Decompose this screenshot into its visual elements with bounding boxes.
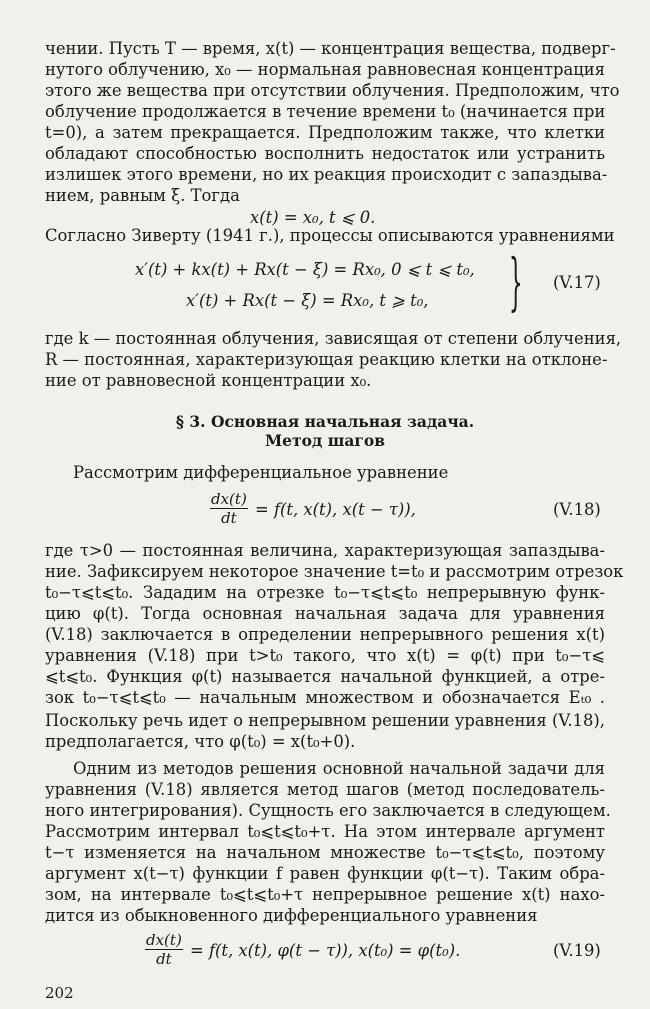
text-line: уравнения (V.18) при t>t₀ такого, что x(t) = φ(t) при t₀−τ⩽ bbox=[45, 646, 605, 665]
section-heading: § 3. Основная начальная задача. bbox=[175, 412, 475, 431]
fraction-denominator: dt bbox=[221, 509, 237, 527]
equation-v17-line-1: x′(t) + kx(t) + Rx(t − ξ) = Rx₀, 0 ⩽ t ⩽ t₀, bbox=[135, 260, 475, 279]
text-line: нием, равным ξ. Тогда bbox=[45, 186, 240, 205]
equation-number-v18: (V.18) bbox=[553, 500, 601, 519]
fraction-numerator: dx(t) bbox=[211, 490, 247, 508]
equation-v19: = f(t, x(t), φ(t − τ)), x(t₀) = φ(t₀). bbox=[190, 941, 461, 960]
text-line: Рассмотрим интервал t₀⩽t⩽t₀+τ. На этом интервале аргумент bbox=[45, 822, 605, 841]
text-line: ⩽t⩽t₀. Функция φ(t) называется начальной функцией, а отре- bbox=[45, 667, 605, 686]
text-line: зок t₀−τ⩽t⩽t₀ — начальным множеством и обозначается Eₜ₀ . bbox=[45, 688, 605, 707]
text-line: цию φ(t). Тогда основная начальная задача для уравнения bbox=[45, 604, 605, 623]
fraction-numerator: dx(t) bbox=[146, 931, 182, 949]
text-line: уравнения (V.18) является метод шагов (метод последователь- bbox=[45, 780, 605, 799]
text-line: дится из обыкновенного дифференциального уравнения bbox=[45, 906, 538, 925]
equation-number-v17: (V.17) bbox=[553, 273, 601, 292]
text-line: t₀−τ⩽t⩽t₀. Зададим на отрезке t₀−τ⩽t⩽t₀ непрерывную функ- bbox=[45, 583, 605, 602]
text-line: аргумент x(t−τ) функции f равен функции φ(t−τ). Таким обра- bbox=[45, 864, 605, 883]
fraction-denominator: dt bbox=[156, 950, 172, 968]
equation-initial-condition: x(t) = x₀, t ⩽ 0. bbox=[250, 208, 376, 227]
text-line: ного интегрирования). Сущность его заключается в следующем. bbox=[45, 801, 611, 820]
text-line: зом, на интервале t₀⩽t⩽t₀+τ непрерывное решение x(t) нахо- bbox=[45, 885, 605, 904]
section-subheading: Метод шагов bbox=[265, 431, 385, 450]
text-line: (V.18) заключается в определении непрерывного решения x(t) bbox=[45, 625, 605, 644]
text-line: t−τ изменяется на начальном множестве t₀−τ⩽t⩽t₀, поэтому bbox=[45, 843, 605, 862]
text-line: Поскольку речь идет о непрерывном решении уравнения (V.18), bbox=[45, 711, 605, 730]
text-line: предполагается, что φ(t₀) = x(t₀+0). bbox=[45, 732, 356, 751]
text-line: где τ>0 — постоянная величина, характеризующая запаздыва- bbox=[45, 541, 605, 560]
text-line: R — постоянная, характеризующая реакцию клетки на отклоне- bbox=[45, 350, 608, 369]
equation-v17-line-2: x′(t) + Rx(t − ξ) = Rx₀, t ⩾ t₀, bbox=[186, 291, 429, 310]
fraction-dx-dt bbox=[145, 931, 183, 968]
equation-number-v19: (V.19) bbox=[553, 941, 601, 960]
text-line: Рассмотрим дифференциальное уравнение bbox=[73, 463, 449, 482]
text-line: чении. Пусть T — время, x(t) — концентрация вещества, подверг- bbox=[45, 39, 616, 58]
text-line: излишек этого времени, но их реакция происходит с запаздыва- bbox=[45, 165, 608, 184]
text-line: ние. Зафиксируем некоторое значение t=t₀ и рассмотрим отрезок bbox=[45, 562, 624, 581]
text-line: обладают способностью восполнить недостаток или устранить bbox=[45, 144, 605, 163]
text-line: Одним из методов решения основной начальной задачи для bbox=[73, 759, 605, 778]
text-line: ние от равновесной концентрации x₀. bbox=[45, 371, 372, 390]
text-line: Согласно Зиверту (1941 г.), процессы описываются уравнениями bbox=[45, 226, 615, 245]
text-line: облучение продолжается в течение времени t₀ (начинается при bbox=[45, 102, 606, 121]
fraction-dx-dt bbox=[210, 490, 248, 527]
equation-v18: = f(t, x(t), x(t − τ)), bbox=[255, 500, 416, 519]
text-line: t=0), а затем прекращается. Предположим также, что клетки bbox=[45, 123, 605, 142]
text-line: нутого облучению, x₀ — нормальная равновесная концентрация bbox=[45, 60, 606, 79]
text-line: где k — постоянная облучения, зависящая от степени облучения, bbox=[45, 329, 622, 348]
page-number: 202 bbox=[45, 984, 74, 1002]
text-line: этого же вещества при отсутствии облучения. Предположим, что bbox=[45, 81, 620, 100]
right-brace: } bbox=[508, 245, 523, 318]
